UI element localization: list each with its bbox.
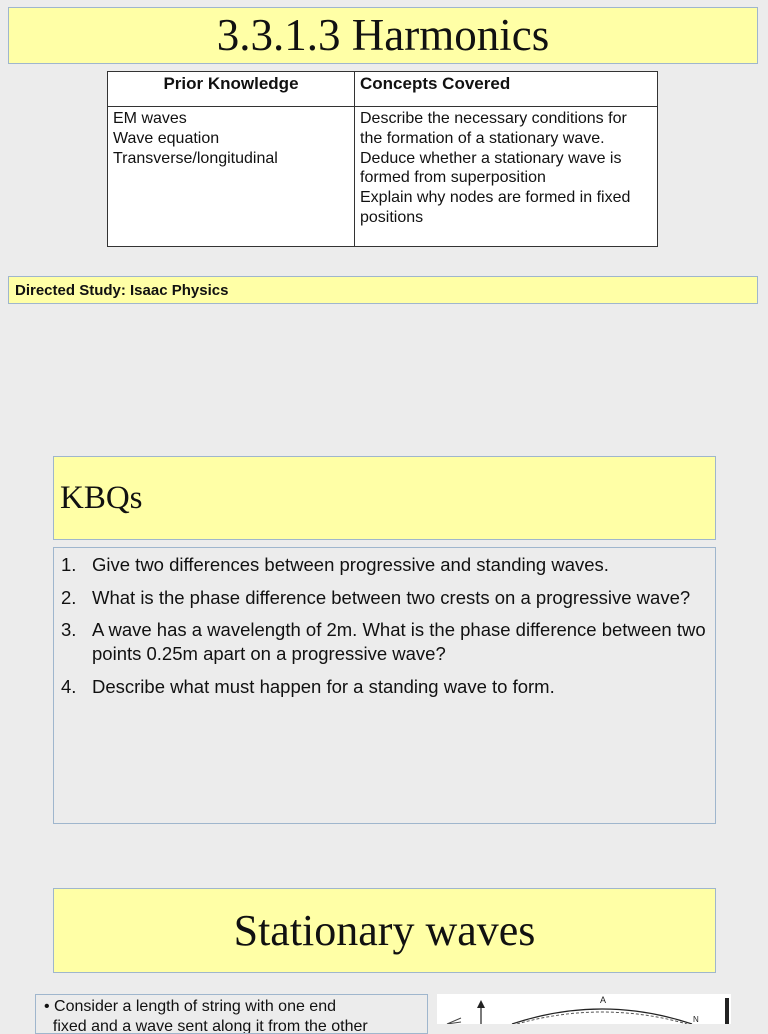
arrow-mark-icon [447,1018,461,1024]
page-title: 3.3.1.3 Harmonics [216,10,550,60]
stationary-waves-heading-box [53,888,716,973]
question-number: 2. [61,586,77,608]
header-concepts-covered: Concepts Covered [355,72,658,107]
bullet-line: • Consider a length of string with one end [44,998,336,1015]
list-item [61,586,707,610]
prior-item: EM waves [113,110,187,127]
prior-knowledge-cell [108,107,355,247]
wave-diagram-svg [437,994,731,1024]
directed-study-text: Directed Study: Isaac Physics [15,281,229,299]
list-item [61,618,707,666]
question-number: 4. [61,675,77,697]
bullet-text-cut: fixed and a wave sent along it from the other [52,1018,368,1034]
question-text: Describe what must happen for a standing wave to form. [92,675,555,697]
stationary-wave-diagram [437,994,731,1024]
knowledge-table [107,71,658,247]
antinode-label: A [600,995,607,1005]
question-text: What is the phase difference between two crests on a progressive wave? [92,586,691,608]
list-item [61,553,707,577]
concept-item: Describe the necessary conditions for the formation of a stationary wave. [360,110,627,147]
table-row [108,107,658,247]
question-text: A wave has a wavelength of 2m. What is the phase difference between two points 0.25m apart on a progressive wave? [92,619,706,664]
kbq-heading-box [53,456,716,540]
table-header-row [108,72,658,107]
node-label: N [693,1015,699,1024]
prior-item: Transverse/longitudinal [113,149,278,167]
bullet-line-cut [44,1018,368,1034]
question-number: 3. [61,619,77,640]
question-number: 1. [61,554,77,575]
title-banner [8,7,758,64]
stationary-waves-heading: Stationary waves [233,906,536,955]
stationary-bullet-box [35,994,428,1034]
list-item [61,675,707,699]
wave-curve-outer [512,1009,692,1024]
question-text: Give two differences between progressive and standing waves. [92,554,609,575]
kbq-question-list [54,548,715,699]
directed-study-banner [8,276,758,304]
wave-curve-inner [517,1012,687,1024]
kbq-questions-box [53,547,716,824]
concept-item: Deduce whether a stationary wave is formed from superposition [360,149,622,187]
axis-arrow-icon [477,1000,485,1008]
fixed-end-bar [725,998,729,1024]
bullet-text: Consider a length of string with one end [54,998,336,1015]
concepts-cell [355,107,658,247]
prior-item: Wave equation [113,129,220,147]
header-prior-knowledge: Prior Knowledge [108,72,355,107]
concept-item: Explain why nodes are formed in fixed positions [360,189,631,226]
kbq-heading: KBQs [60,479,143,516]
